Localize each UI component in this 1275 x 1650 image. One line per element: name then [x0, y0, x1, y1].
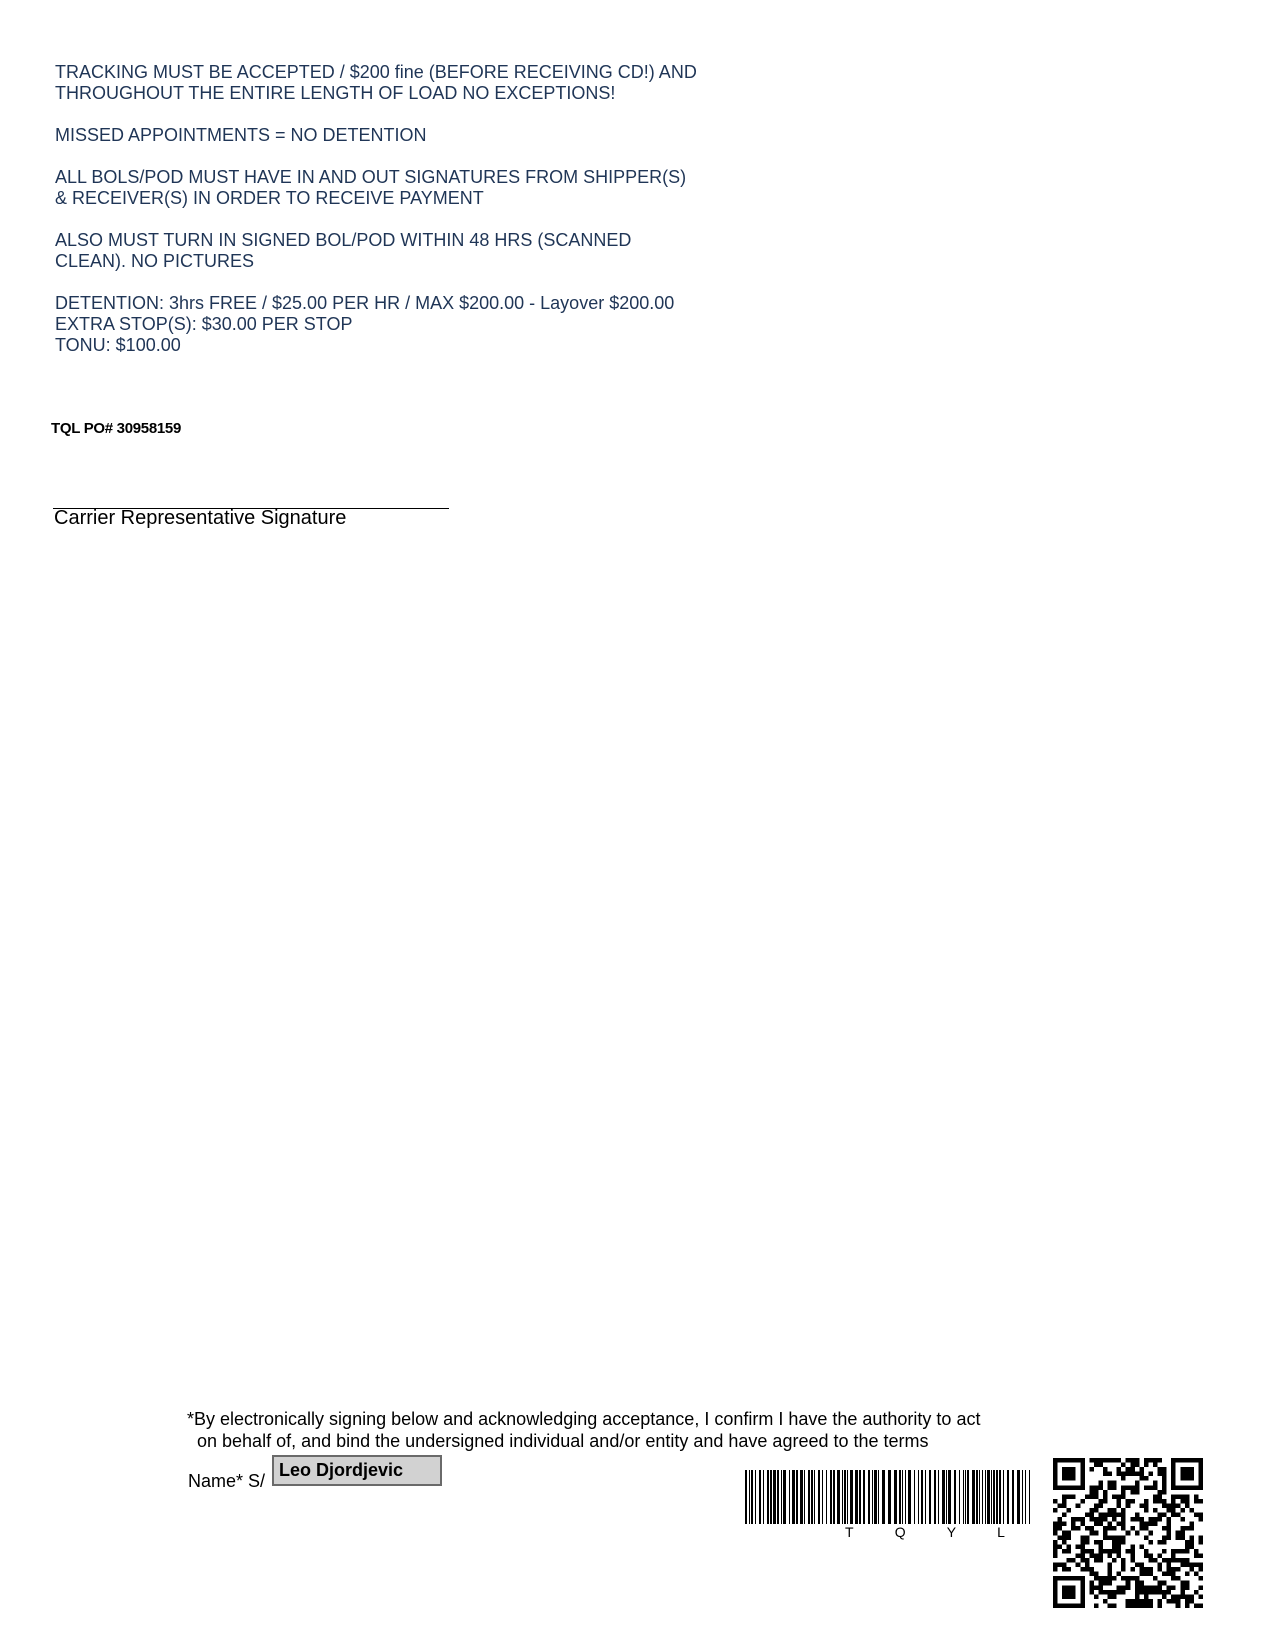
tracking-terms: TRACKING MUST BE ACCEPTED / $200 fine (BEFORE RECEIVING CD!) AND THROUGHOUT THE ENTIRE LENGTH OF LOAD NO EXCEPTIONS!: [55, 62, 697, 103]
signature-label: Carrier Representative Signature: [54, 507, 347, 529]
barcode-char: T: [845, 1524, 854, 1540]
turn-in-terms: ALSO MUST TURN IN SIGNED BOL/POD WITHIN 48 HRS (SCANNED CLEAN). NO PICTURES: [55, 230, 632, 271]
qr-code-image: [1053, 1458, 1203, 1608]
acknowledgement-text: [187, 1408, 980, 1452]
terms-section: [55, 62, 755, 356]
barcode-char: Q: [894, 1524, 906, 1540]
name-label: Name* S/: [188, 1471, 266, 1491]
barcode-char: L: [997, 1524, 1005, 1540]
name-signature-field[interactable]: Leo Djordjevic: [272, 1455, 442, 1486]
bols-terms: ALL BOLS/POD MUST HAVE IN AND OUT SIGNATURES FROM SHIPPER(S) & RECEIVER(S) IN ORDER TO RECEIVE PAYMENT: [55, 167, 687, 208]
missed-appointments-terms: MISSED APPOINTMENTS = NO DETENTION: [55, 125, 427, 145]
barcode-image: [745, 1470, 1031, 1530]
acknowledgement-line-2: on behalf of, and bind the undersigned individual and/or entity and have agreed to the terms: [197, 1431, 929, 1451]
fees-terms: DETENTION: 3hrs FREE / $25.00 PER HR / MAX $200.00 - Layover $200.00 EXTRA STOP(S): $30.00 PER STOP TONU: $100.00: [55, 293, 675, 355]
barcode-caption: [845, 1524, 1005, 1540]
barcode-char: Y: [946, 1524, 957, 1540]
po-number: TQL PO# 30958159: [51, 420, 182, 437]
acknowledgement-line-1: *By electronically signing below and acknowledging acceptance, I confirm I have the authority to act: [187, 1409, 981, 1429]
